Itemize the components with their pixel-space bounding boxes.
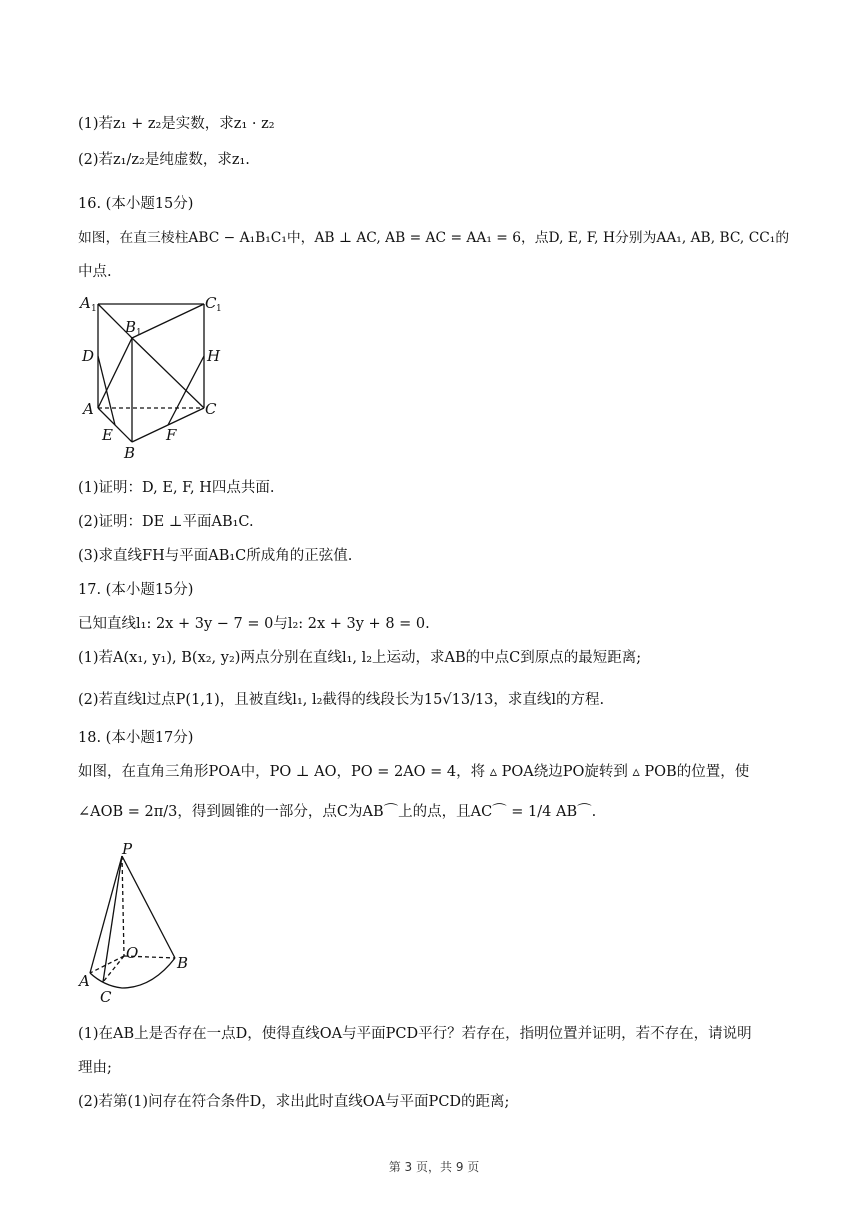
label-a: A <box>83 400 94 418</box>
label-e: E <box>102 426 113 444</box>
q17-part2: (2)若直线l过点P(1,1)，且被直线l₁, l₂截得的线段长为15√13/13，求直线l的方程. <box>78 692 605 708</box>
label-p: P <box>122 840 133 858</box>
label-c1-sub: 1 <box>216 304 222 314</box>
q16-heading: 16. (本小题15分) <box>78 196 194 212</box>
q18-heading: 18. (本小题17分) <box>78 730 194 746</box>
q18-part1-line1: (1)在AB上是否存在一点D，使得直线OA与平面PCD平行？若存在，指明位置并证明，若不存在，请说明 <box>78 1026 752 1042</box>
q18-stem-line1: 如图，在直角三角形POA中，PO ⊥ AO，PO = 2AO = 4，将 ▵ POA绕边PO旋转到 ▵ POB的位置，使 <box>78 764 750 780</box>
q17-heading: 17. (本小题15分) <box>78 582 194 598</box>
label-c-cone: C <box>100 988 112 1006</box>
page-footer: 第 3 页，共 9 页 <box>388 1160 480 1174</box>
label-b1-sub: 1 <box>136 328 142 338</box>
label-b1: B <box>125 318 137 336</box>
q18-stem-line2: ∠AOB = 2π/3，得到圆锥的一部分，点C为AB⌒上的点，且AC⌒ = 1/4 AB⌒. <box>78 804 597 820</box>
q16-part2: (2)证明：DE ⊥平面AB₁C. <box>78 514 254 530</box>
label-a1-sub: 1 <box>91 304 97 314</box>
label-c: C <box>205 400 217 418</box>
q17-stem: 已知直线l₁: 2x + 3y − 7 = 0与l₂: 2x + 3y + 8 = 0. <box>78 616 430 632</box>
label-a-cone: A <box>79 972 90 990</box>
label-o: O <box>126 944 139 962</box>
label-c1: C <box>205 294 217 312</box>
label-h: H <box>207 347 221 365</box>
label-b-cone: B <box>177 954 189 972</box>
q16-stem-line1: 如图，在直三棱柱ABC − A₁B₁C₁中，AB ⊥ AC, AB = AC = AA₁ = 6，点D, E, F, H分别为AA₁, AB, BC, CC₁的 <box>78 230 790 246</box>
q16-part1: (1)证明：D, E, F, H四点共面. <box>78 480 275 496</box>
q15-part2: (2)若z₁/z₂是纯虚数，求z₁. <box>78 152 250 168</box>
q17-part1: (1)若A(x₁, y₁), B(x₂, y₂)两点分别在直线l₁, l₂上运动，求AB的中点C到原点的最短距离; <box>78 650 642 666</box>
label-a1: A <box>80 294 91 312</box>
q16-stem-line2: 中点. <box>78 264 112 280</box>
q18-part1-line2: 理由; <box>78 1060 112 1076</box>
q16-part3: (3)求直线FH与平面AB₁C所成角的正弦值. <box>78 548 353 564</box>
q18-part2: (2)若第(1)问存在符合条件D，求出此时直线OA与平面PCD的距离; <box>78 1094 510 1110</box>
label-d: D <box>82 347 95 365</box>
prism-figure <box>74 290 224 460</box>
label-b: B <box>124 444 136 460</box>
cone-figure <box>74 838 204 1008</box>
q15-part1: (1)若z₁ + z₂是实数，求z₁ · z₂ <box>78 116 275 132</box>
label-f: F <box>166 426 177 444</box>
